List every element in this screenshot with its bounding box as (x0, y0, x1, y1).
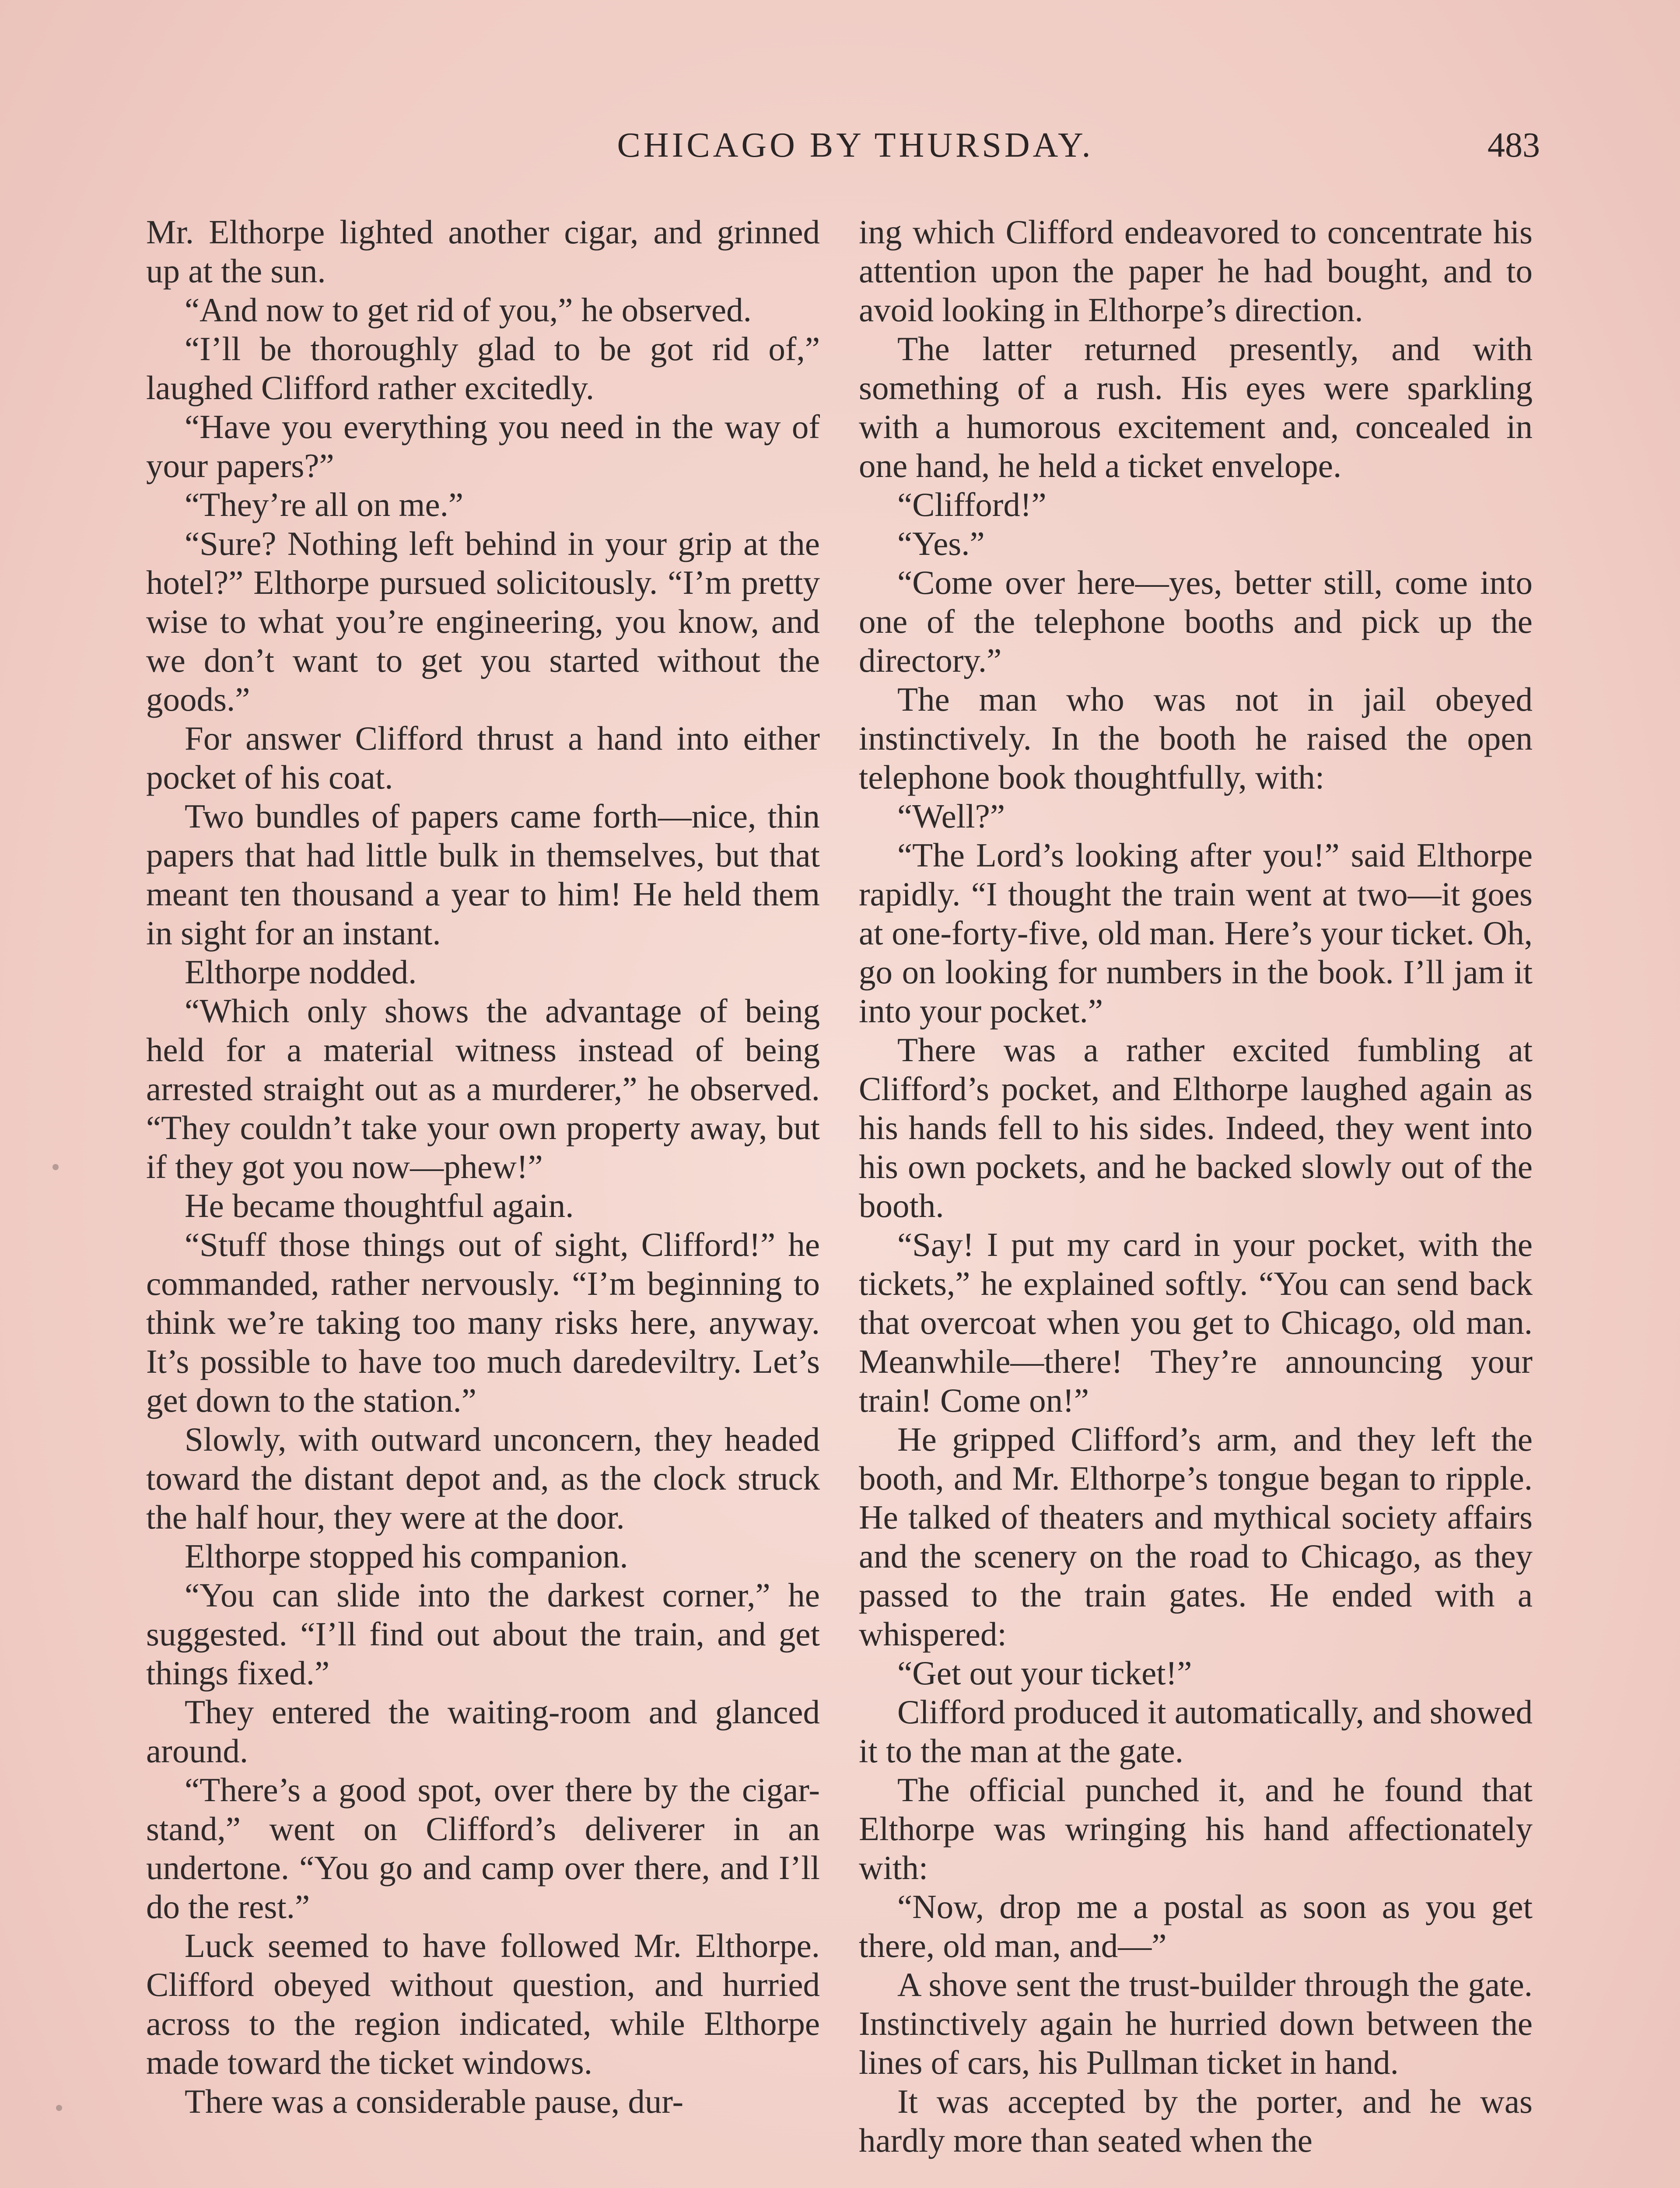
paragraph: “You can slide into the darkest corner,” he suggested. “I’ll find out about the train, and get things fixed.” (146, 1576, 820, 1692)
paragraph: Elthorpe stopped his companion. (185, 1537, 628, 1575)
paragraph: The latter returned presently, and with something of a rush. His eyes were sparkling with a humorous excitement and, concealed in one hand, he held a ticket envelope. (859, 330, 1533, 484)
paragraph: “There’s a good spot, over there by the cigar-stand,” went on Clifford’s deliverer in an undertone. “You go and camp over there, and I’ll do the rest.” (146, 1771, 820, 1925)
paragraph: The man who was not in jail obeyed instinctively. In the booth he raised the open telephone book thoughtfully, with: (859, 680, 1533, 796)
paragraph: Two bundles of papers came forth—nice, thin papers that had little bulk in themselves, but that meant ten thousand a year to him! He held them in sight for an instant. (146, 797, 820, 952)
paragraph: “The Lord’s looking after you!” said Elthorpe rapidly. “I thought the train went at two—it goes at one-forty-five, old man. Here’s your ticket. Oh, go on looking for numbers in the book. I’ll jam it into your pocket.” (859, 836, 1533, 1030)
paragraph: Slowly, with outward unconcern, they headed toward the distant depot and, as the clock struck the half hour, they were at the door. (146, 1420, 820, 1536)
paragraph: “Yes.” (897, 525, 985, 562)
paper-speck (52, 1164, 59, 1170)
paragraph: “Clifford!” (897, 486, 1046, 523)
paragraph: “Get out your ticket!” (897, 1654, 1192, 1692)
paragraph-continuation: ing which Clifford endeavored to concentrate his attention upon the paper he had bought, and to avoid looking in Elthorpe’s direction. (859, 213, 1533, 329)
paper-speck (56, 2105, 62, 2111)
paragraph: “Stuff those things out of sight, Clifford!” he commanded, rather nervously. “I’m beginning to think we’re taking too many risks here, anyway. It’s possible to have too much daredeviltry. Let’s get down to the station.” (146, 1226, 820, 1419)
paragraph: “Sure? Nothing left behind in your grip at the hotel?” Elthorpe pursued solicitously. “I’m pretty wise to what you’re engineering, you know, and we don’t want to get you started without the goods.” (146, 525, 820, 718)
paragraph: Elthorpe nodded. (185, 953, 417, 991)
running-title: CHICAGO BY THURSDAY. (617, 126, 1094, 165)
paragraph: He became thoughtful again. (185, 1187, 574, 1224)
paragraph: Luck seemed to have followed Mr. Elthorpe. Clifford obeyed without question, and hurried across to the region indicated, while Elthorpe made toward the ticket windows. (146, 1927, 820, 2081)
paragraph: “And now to get rid of you,” he observed. (185, 291, 752, 329)
paragraph: “They’re all on me.” (185, 486, 464, 523)
paragraph: There was a considerable pause, dur- (185, 2083, 684, 2120)
paragraph: A shove sent the trust-builder through the gate. Instinctively again he hurried down between the lines of cars, his Pullman ticket in hand. (859, 1966, 1533, 2081)
paragraph: “Now, drop me a postal as soon as you get there, old man, and—” (859, 1888, 1533, 1964)
paragraph: “Which only shows the advantage of being held for a material witness instead of being arrested straight out as a murderer,” he observed. “They couldn’t take your own property away, but if they got you now—phew!” (146, 992, 820, 1185)
paragraph: “Have you everything you need in the way of your papers?” (146, 408, 820, 484)
paragraph: There was a rather excited fumbling at Clifford’s pocket, and Elthorpe laughed again as his hands fell to his sides. Indeed, they went into his own pockets, and he backed slowly out of the booth. (859, 1031, 1533, 1224)
paragraph: He gripped Clifford’s arm, and they left the booth, and Mr. Elthorpe’s tongue began to ripple. He talked of theaters and mythical society affairs and the scenery on the road to Chicago, as they passed to the train gates. He ended with a whispered: (859, 1420, 1533, 1653)
paragraph: It was accepted by the porter, and he was hardly more than seated when the (859, 2083, 1533, 2159)
paragraph: For answer Clifford thrust a hand into either pocket of his coat. (146, 719, 820, 796)
paragraph: Clifford produced it automatically, and showed it to the man at the gate. (859, 1693, 1533, 1770)
paragraph: “Well?” (897, 797, 1005, 835)
paragraph: The official punched it, and he found that Elthorpe was wringing his hand affectionately with: (859, 1771, 1533, 1886)
right-column (859, 213, 1533, 2160)
paragraph: “I’ll be thoroughly glad to be got rid of,” laughed Clifford rather excitedly. (146, 330, 820, 407)
paragraph: “Come over here—yes, better still, come into one of the telephone booths and pick up the directory.” (859, 564, 1533, 679)
paragraph: “Say! I put my card in your pocket, with the tickets,” he explained softly. “You can send back that overcoat when you get to Chicago, old man. Meanwhile—there! They’re announcing your train! Come on!” (859, 1226, 1533, 1419)
left-column (146, 213, 820, 2121)
page-number: 483 (1488, 126, 1540, 165)
paragraph: They entered the waiting-room and glanced around. (146, 1693, 820, 1770)
paragraph: Mr. Elthorpe lighted another cigar, and grinned up at the sun. (146, 213, 820, 290)
